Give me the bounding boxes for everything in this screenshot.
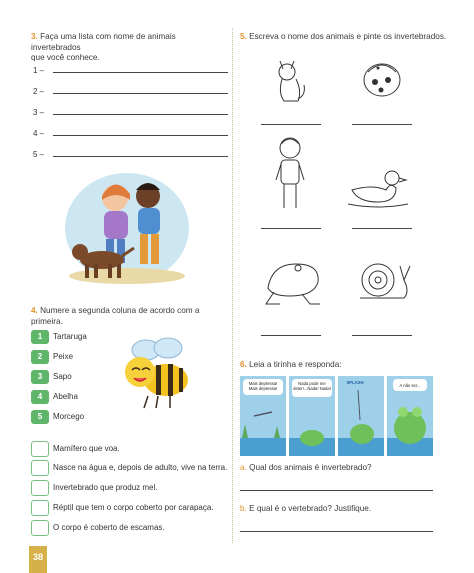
statement-3: Invertebrado que produz mel. [53, 483, 158, 492]
q6a-label: a. [240, 463, 247, 472]
comic-panel-2-text: Nada pode me deter!...Nada! Nada! [293, 381, 331, 391]
q5-answer-line-2[interactable] [352, 124, 412, 125]
comic-panel-4-text: A não ser... [399, 383, 421, 388]
statement-box-3[interactable] [31, 480, 49, 496]
comic-panel-3-text: SPLASH [346, 380, 364, 385]
q6-text: Leia a tirinha e responda: [249, 360, 342, 369]
q4-animal-2: Peixe [53, 352, 74, 361]
q5-answer-line-4[interactable] [352, 228, 412, 229]
statement-box-5[interactable] [31, 520, 49, 536]
q3-answer-row-5[interactable] [33, 150, 228, 159]
q3-item-label: 3 – [33, 108, 45, 117]
q3-text-line1: Faça uma lista com nome de animais invertebrados [31, 32, 176, 52]
q3-answer-row-3[interactable] [33, 108, 228, 117]
q3-answer-row-1[interactable] [33, 66, 228, 75]
q3-number: 3. [31, 32, 38, 41]
page-number: 38 [29, 546, 47, 573]
q6b-label: b. [240, 504, 247, 513]
q4-animal-4: Abelha [53, 392, 78, 401]
q6a-answer-line[interactable] [240, 490, 433, 491]
duck-drawing [348, 168, 408, 208]
q3-item-label: 2 – [33, 87, 45, 96]
q4-animal-5: Morcego [53, 412, 85, 421]
q5-number: 5. [240, 32, 247, 41]
snail-drawing [354, 258, 412, 304]
q5-prompt [240, 32, 465, 43]
q4-prompt [31, 306, 231, 327]
statement-box-4[interactable] [31, 500, 49, 516]
q6b-prompt [240, 504, 465, 515]
q4-number-badge-5: 5 [31, 410, 49, 424]
q3-answer-row-2[interactable] [33, 87, 228, 96]
q5-answer-line-3[interactable] [261, 228, 321, 229]
q5-text: Escreva o nome dos animais e pinte os invertebrados. [249, 32, 447, 41]
q4-number-badge-2: 2 [31, 350, 49, 364]
q4-text: Numere a segunda coluna de acordo com a primeira. [31, 306, 200, 326]
q3-answer-row-4[interactable] [33, 129, 228, 138]
q3-prompt [31, 32, 226, 64]
q4-animal-3: Sapo [53, 372, 72, 381]
q4-number-badge-1: 1 [31, 330, 49, 344]
column-divider [232, 28, 233, 543]
q6a-prompt [240, 463, 465, 474]
frog-drawing [262, 258, 324, 308]
statement-box-1[interactable] [31, 441, 49, 457]
comic-strip [240, 376, 433, 456]
ladybug-drawing [358, 58, 406, 100]
statement-4: Réptil que tem o corpo coberto por carapaça. [53, 503, 214, 512]
statement-box-2[interactable] [31, 460, 49, 476]
q6b-text: E qual é o vertebrado? Justifique. [249, 504, 372, 513]
q6-number: 6. [240, 360, 247, 369]
q3-text-line2: que você conhece. [31, 53, 100, 62]
q6a-text: Qual dos animais é invertebrado? [249, 463, 372, 472]
statement-2: Nasce na água e, depois de adulto, vive na terra. [53, 463, 228, 472]
q5-answer-line-1[interactable] [261, 124, 321, 125]
boy-drawing [272, 134, 308, 212]
q3-item-label: 4 – [33, 129, 45, 138]
q6b-answer-line[interactable] [240, 531, 433, 532]
q3-item-label: 1 – [33, 66, 45, 75]
statement-1: Mamífero que voa. [53, 444, 120, 453]
q6-prompt [240, 360, 465, 371]
q5-answer-line-6[interactable] [352, 335, 412, 336]
statement-5: O corpo é coberto de escamas. [53, 523, 165, 532]
q4-animal-1: Tartaruga [53, 332, 87, 341]
comic-panel-1-text: Mais depressa! Mais depressa! [248, 381, 278, 391]
q5-answer-line-5[interactable] [261, 335, 321, 336]
cat-drawing [272, 55, 308, 105]
q4-number-badge-4: 4 [31, 390, 49, 404]
q4-number: 4. [31, 306, 38, 315]
bee-illustration [118, 336, 196, 414]
q4-number-badge-3: 3 [31, 370, 49, 384]
q3-item-label: 5 – [33, 150, 45, 159]
kids-with-dog-illustration [60, 168, 195, 288]
